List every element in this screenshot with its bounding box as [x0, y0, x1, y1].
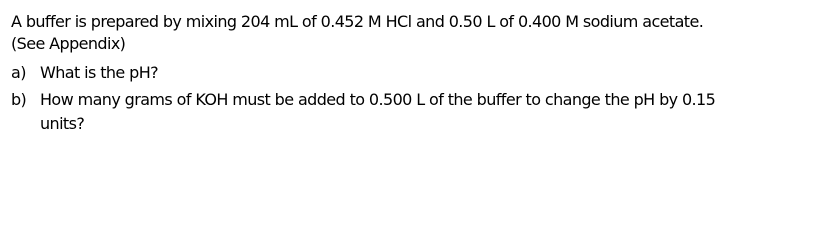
question-b-text-line-2: units?	[40, 114, 85, 133]
question-a-text: What is the pH?	[40, 63, 159, 82]
question-b-text-line-1: How many grams of KOH must be added to 0.500 L of the buffer to change the pH by 0.15	[40, 90, 716, 109]
question-a-label: a)	[11, 63, 26, 82]
problem-statement-line-1: A buffer is prepared by mixing 204 mL of 0.452 M HCl and 0.50 L of 0.400 M sodium acetate.	[11, 12, 704, 31]
appendix-reference: (See Appendix)	[11, 34, 126, 53]
question-b-label: b)	[11, 90, 27, 109]
